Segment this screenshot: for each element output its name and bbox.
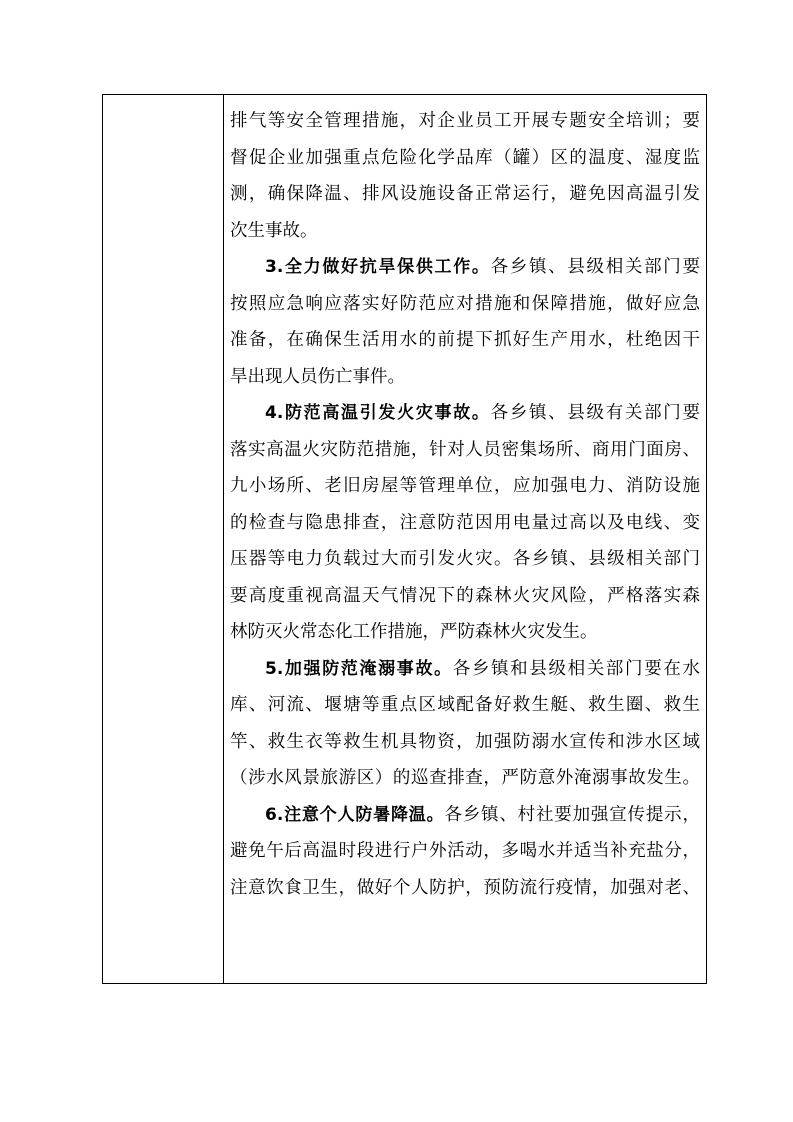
- section-6-first-line: 6.注意个人防暑降温。各乡镇、村社要加强宣传提示，: [265, 804, 700, 825]
- text-line-19: （涉水风景旅游区）的巡查排查，严防意外淹溺事故发生。: [230, 768, 700, 788]
- text-line-3: 测，确保降温、排风设施设备正常运行，避免因高温引发: [230, 184, 700, 204]
- text-line-15: 林防灭火常态化工作措施，严防森林火灾发生。: [230, 622, 598, 642]
- text-line-18: 竿、救生衣等救生机具物资，加强防溺水宣传和涉水区域: [230, 731, 700, 752]
- text-line-11: 九小场所、老旧房屋等管理单位，应加强电力、消防设施: [230, 476, 700, 496]
- text-line-4: 次生事故。: [230, 220, 318, 241]
- text-line-14: 要高度重视高温天气情况下的森林火灾风险，严格落实森: [230, 585, 700, 606]
- text-line-8: 旱出现人员伤亡事件。: [230, 366, 405, 387]
- text-line-13: 压器等电力负载过大而引发火灾。各乡镇、县级相关部门: [230, 549, 700, 569]
- section-5-first-line: 5.加强防范淹溺事故。各乡镇和县级相关部门要在水: [265, 658, 700, 679]
- section-3-first-line: 3.全力做好抗旱保供工作。各乡镇、县级相关部门要: [265, 257, 701, 277]
- section-4-heading: 4.防范高温引发火灾事故。: [265, 403, 491, 423]
- text-line-2: 督促企业加强重点危险化学品库（罐）区的温度、湿度监: [230, 147, 700, 168]
- text-line-10: 落实高温火灾防范措施，针对人员密集场所、商用门面房、: [230, 439, 700, 460]
- section-6-heading: 6.注意个人防暑降温。: [265, 804, 445, 825]
- document-table: [102, 94, 707, 984]
- text-line-21: 避免午后高温时段进行户外活动，多喝水并适当补充盐分，: [230, 841, 700, 861]
- section-4-first-line: 4.防范高温引发火灾事故。各乡镇、县级有关部门要: [265, 403, 701, 423]
- content-cell: [230, 103, 700, 906]
- section-3-heading: 3.全力做好抗旱保供工作。: [265, 257, 491, 277]
- text-line-1: 排气等安全管理措施，对企业员工开展专题安全培训；要: [230, 111, 700, 131]
- text-line-22: 注意饮食卫生，做好个人防护，预防流行疫情，加强对老、: [230, 877, 700, 898]
- text-line-6: 按照应急响应落实好防范应对措施和保障措施，做好应急: [230, 293, 700, 314]
- section-5-heading: 5.加强防范淹溺事故。: [265, 658, 453, 679]
- text-line-7: 准备，在确保生活用水的前提下抓好生产用水，杜绝因干: [230, 330, 700, 350]
- column-divider: [223, 95, 224, 983]
- text-line-17: 库、河流、堰塘等重点区域配备好救生艇、救生圈、救生: [230, 695, 700, 715]
- text-line-12: 的检查与隐患排查，注意防范因用电量过高以及电线、变: [230, 512, 700, 533]
